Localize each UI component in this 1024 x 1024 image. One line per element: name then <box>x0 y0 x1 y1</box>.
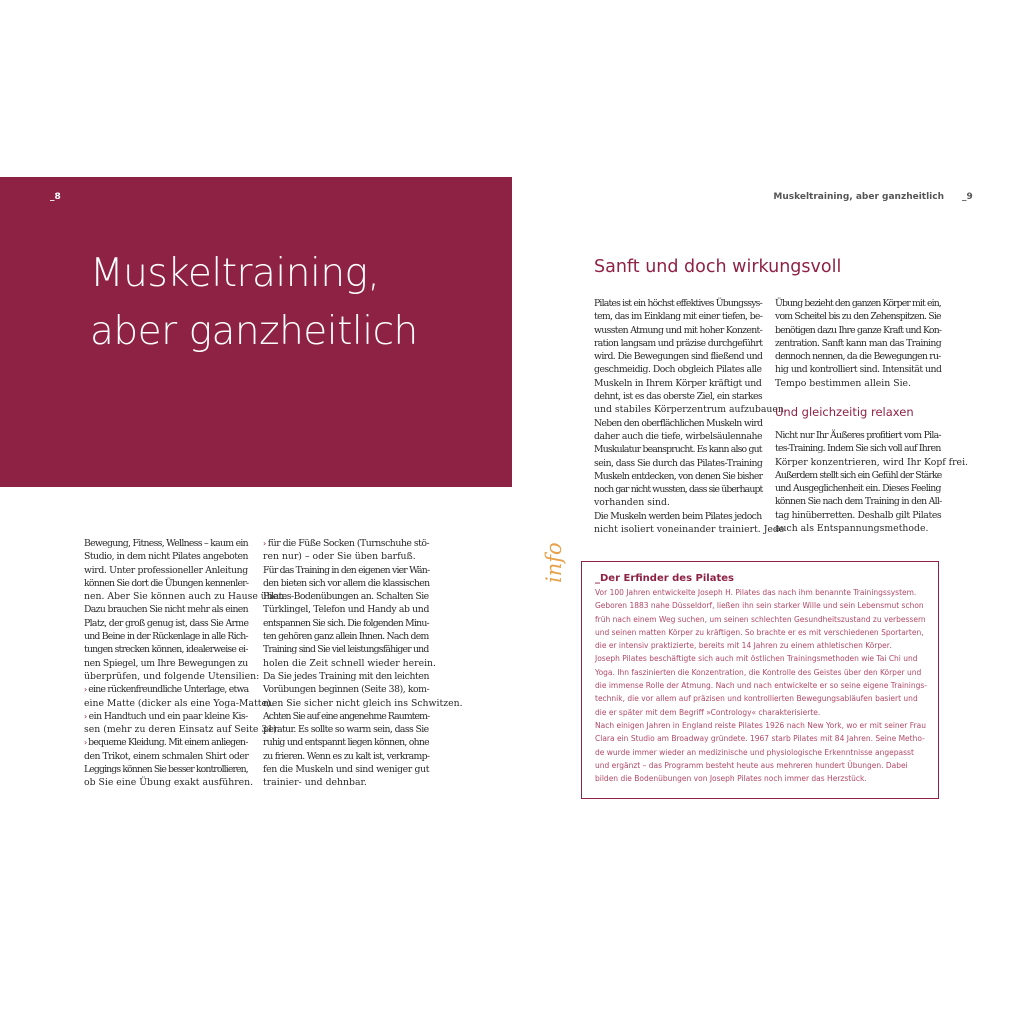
text-line: zentration. Sanft kann man das Training <box>775 337 942 349</box>
text-line: Vorübungen beginnen (Seite 38), kom- <box>263 684 430 696</box>
left-text-column-1 <box>84 537 288 790</box>
text-line: eine Matte (dicker als eine Yoga-Matte). <box>84 697 274 709</box>
text-line: Training sind Sie viel leistungsfähiger und <box>263 644 429 656</box>
text-line: › ein Handtuch und ein paar kleine Kis- <box>84 710 248 722</box>
section-title: Sanft und doch wirkungsvoll <box>594 257 842 277</box>
text-line: den Trikot, einem schmalen Shirt oder <box>84 750 249 762</box>
text-line: wird. Unter professioneller Anleitung <box>84 564 248 576</box>
text-line: Platz, der groß genug ist, dass Sie Arme <box>84 617 249 629</box>
text-line: Übung bezieht den ganzen Körper mit ein, <box>775 298 941 309</box>
bullet-icon: › <box>84 738 89 748</box>
text-line: sen (mehr zu deren Einsatz auf Seite 31). <box>84 724 280 736</box>
page-number-right: _9 <box>962 192 973 202</box>
text-line: zu frieren. Wenn es zu kalt ist, verkramp- <box>263 750 430 762</box>
text-line: ten gehören ganz allein Ihnen. Nach dem <box>263 631 429 643</box>
text-line: und Beine in der Rückenlage in alle Rich- <box>84 631 248 643</box>
text-line: Türklingel, Telefon und Handy ab und <box>263 604 430 616</box>
text-line: und Ausgeglichenheit ein. Dieses Feeling <box>775 483 941 495</box>
text-line: Geboren 1883 nahe Düsseldorf, ließen ihn sein starker Wille und sein Lebensmut schon <box>595 601 924 611</box>
text-line: den bieten sich vor allem die klassischen <box>263 577 430 589</box>
chapter-title-line-2: aber ganzheitlich <box>90 309 418 354</box>
text-line: bilden die Bodenübungen von Joseph Pilates noch immer das Herzstück. <box>595 774 867 784</box>
text-line: Pilates ist ein höchst effektives Übungssys- <box>594 298 762 309</box>
text-line: überprüfen, und folgende Utensilien: <box>84 670 260 682</box>
text-line: Tempo bestimmen allein Sie. <box>775 377 912 389</box>
text-line: die immense Rolle der Atmung. Nach und nach entwickelte er so seine eigene Trainings- <box>595 681 928 691</box>
text-line: Für das Training in den eigenen vier Wän- <box>263 564 430 576</box>
text-line: Studio, in dem nicht Pilates angeboten <box>84 551 248 563</box>
info-text <box>595 586 935 785</box>
text-line: men Sie sicher nicht gleich ins Schwitzen. <box>263 697 463 709</box>
text-line: sein, dass Sie durch das Pilates-Training <box>594 457 763 469</box>
text-line: Außerdem stellt sich ein Gefühl der Stärke <box>775 469 942 481</box>
text-line: Leggings können Sie besser kontrollieren, <box>84 764 248 776</box>
text-line: nen. Aber Sie können auch zu Hause üben. <box>84 591 288 603</box>
subheading-relax: Und gleichzeitig relaxen <box>775 405 914 419</box>
text-line: holen die Zeit schnell wieder herein. <box>263 657 437 669</box>
text-line: › bequeme Kleidung. Mit einem anliegen- <box>84 737 248 749</box>
text-line: Muskulatur beansprucht. Es kann also gut <box>594 444 762 456</box>
left-text-column-2 <box>263 537 463 790</box>
text-line: Joseph Pilates beschäftigte sich auch mit östlichen Trainingsmethoden wie Tai Chi und <box>595 654 918 664</box>
text-line: die er intensiv praktizierte, bereits mit 14 Jahren zu einem athletischen Körper. <box>595 641 892 651</box>
text-line: ob Sie eine Übung exakt ausführen. <box>84 777 254 789</box>
text-line: Die Muskeln werden beim Pilates jedoch <box>594 510 762 522</box>
text-line: Neben den oberflächlichen Muskeln wird <box>594 417 763 429</box>
text-line: Muskeln in Ihrem Körper kräftigt und <box>594 377 762 389</box>
text-line: hig und kontrolliert sind. Intensität und <box>775 364 942 376</box>
text-line: technik, die vor allem auf präzisen und kontrollierten Bewegungsabläufen basiert und <box>595 694 918 704</box>
running-head: Muskeltraining, aber ganzheitlich <box>773 192 944 202</box>
text-line: Bewegung, Fitness, Wellness – kaum ein <box>84 538 248 549</box>
right-text-column-2-bottom <box>775 429 968 535</box>
text-line: Achten Sie auf eine angenehme Raumtem- <box>263 710 430 722</box>
text-line: wird. Die Bewegungen sind fließend und <box>594 351 763 363</box>
text-line: daher auch die tiefe, wirbelsäulennahe <box>594 430 763 442</box>
text-line: und seinen matten Körper zu kräftigen. So brachte er es mit verschiedenen Sportarten, <box>595 627 924 637</box>
text-line: dehnt, ist es das oberste Ziel, ein starkes <box>594 391 763 403</box>
text-line: vom Scheitel bis zu den Zehenspitzen. Sie <box>775 311 941 323</box>
text-line: noch gar nicht wussten, dass sie überhaupt <box>594 484 763 496</box>
bullet-icon: › <box>84 685 89 695</box>
text-line: tes-Training. Indem Sie sich voll auf Ihren <box>775 443 941 455</box>
text-line: können Sie dort die Übungen kennenler- <box>84 577 249 589</box>
text-line: Körper konzentrieren, wird Ihr Kopf frei. <box>775 456 968 468</box>
text-line: Nach einigen Jahren in England reiste Pilates 1926 nach New York, wo er mit seiner Frau <box>595 720 926 730</box>
text-line: wussten Atmung und mit hoher Konzent- <box>594 324 763 336</box>
text-line: › eine rückenfreundliche Unterlage, etwa <box>84 684 249 696</box>
text-line: geschmeidig. Doch obgleich Pilates alle <box>594 364 762 376</box>
text-line: trainier- und dehnbar. <box>263 777 367 789</box>
text-line: benötigen dazu Ihre ganze Kraft und Kon- <box>775 324 942 336</box>
right-text-column-1 <box>594 297 787 536</box>
text-line: Da Sie jedes Training mit den leichten <box>263 670 430 682</box>
text-line: und ergänzt – das Programm besteht heute aus mehreren hundert Übungen. Dabei <box>595 760 908 770</box>
text-line: die er später mit dem Begriff »Contrology« charakterisierte. <box>595 707 821 717</box>
text-line: tag hinüberretten. Deshalb gilt Pilates <box>775 509 942 521</box>
text-line: Dazu brauchen Sie nicht mehr als einen <box>84 604 248 616</box>
text-line: de wurde immer wieder an medizinische und physiologische Erkenntnisse angepasst <box>595 747 914 757</box>
text-line: tem, das im Einklang mit einer tiefen, be- <box>594 311 763 323</box>
text-line: dennoch nennen, da die Bewegungen ru- <box>775 351 941 363</box>
text-line: Clara ein Studio am Broadway gründete. 1967 starb Pilates mit 84 Jahren. Seine Metho- <box>595 734 925 744</box>
text-line: Yoga. Ihn faszinierten die Konzentration, die Kontrolle des Geistes über den Körper und <box>595 667 922 677</box>
text-line: ration langsam und präzise durchgeführt <box>594 337 763 349</box>
info-title: _Der Erfinder des Pilates <box>595 573 734 584</box>
info-label: info <box>542 542 566 583</box>
text-line: und stabiles Körperzentrum aufzubauen. <box>594 404 787 416</box>
bullet-icon: › <box>84 711 89 721</box>
text-line: können Sie nach dem Training in den All- <box>775 496 942 508</box>
text-line: entspannen Sie sich. Die folgenden Minu- <box>263 617 429 629</box>
text-line: auch als Entspannungsmethode. <box>775 523 929 535</box>
text-line: Pilates-Bodenübungen an. Schalten Sie <box>263 591 429 603</box>
text-line: Vor 100 Jahren entwickelte Joseph H. Pilates das nach ihm benannte Trainingssystem. <box>595 588 917 597</box>
text-line: ren nur) – oder Sie üben barfuß. <box>263 551 416 563</box>
text-line: › für die Füße Socken (Turnschuhe stö- <box>263 538 430 549</box>
text-line: vorhanden sind. <box>594 497 670 509</box>
text-line: früh nach einem Weg suchen, um seinen schlechten Gesundheitszustand zu verbessern <box>595 614 926 624</box>
text-line: Nicht nur Ihr Äußeres profitiert vom Pila- <box>775 430 941 441</box>
text-line: fen die Muskeln und sind weniger gut <box>263 764 430 776</box>
page-number-left: _8 <box>50 192 61 202</box>
text-line: tungen strecken können, idealerweise ei- <box>84 644 248 656</box>
text-line: peratur. Es sollte so warm sein, dass Sie <box>263 724 429 736</box>
text-line: Muskeln entdecken, von denen Sie bisher <box>594 470 763 482</box>
bullet-icon: › <box>263 539 268 548</box>
chapter-title-line-1: Muskeltraining, <box>90 251 380 296</box>
text-line: nen Spiegel, um Ihre Bewegungen zu <box>84 657 248 669</box>
text-line: nicht isoliert voneinander trainiert. Jede <box>594 524 785 536</box>
text-line: ruhig und entspannt liegen können, ohne <box>263 737 429 749</box>
right-text-column-2-top <box>775 297 941 390</box>
chapter-title <box>90 245 500 361</box>
